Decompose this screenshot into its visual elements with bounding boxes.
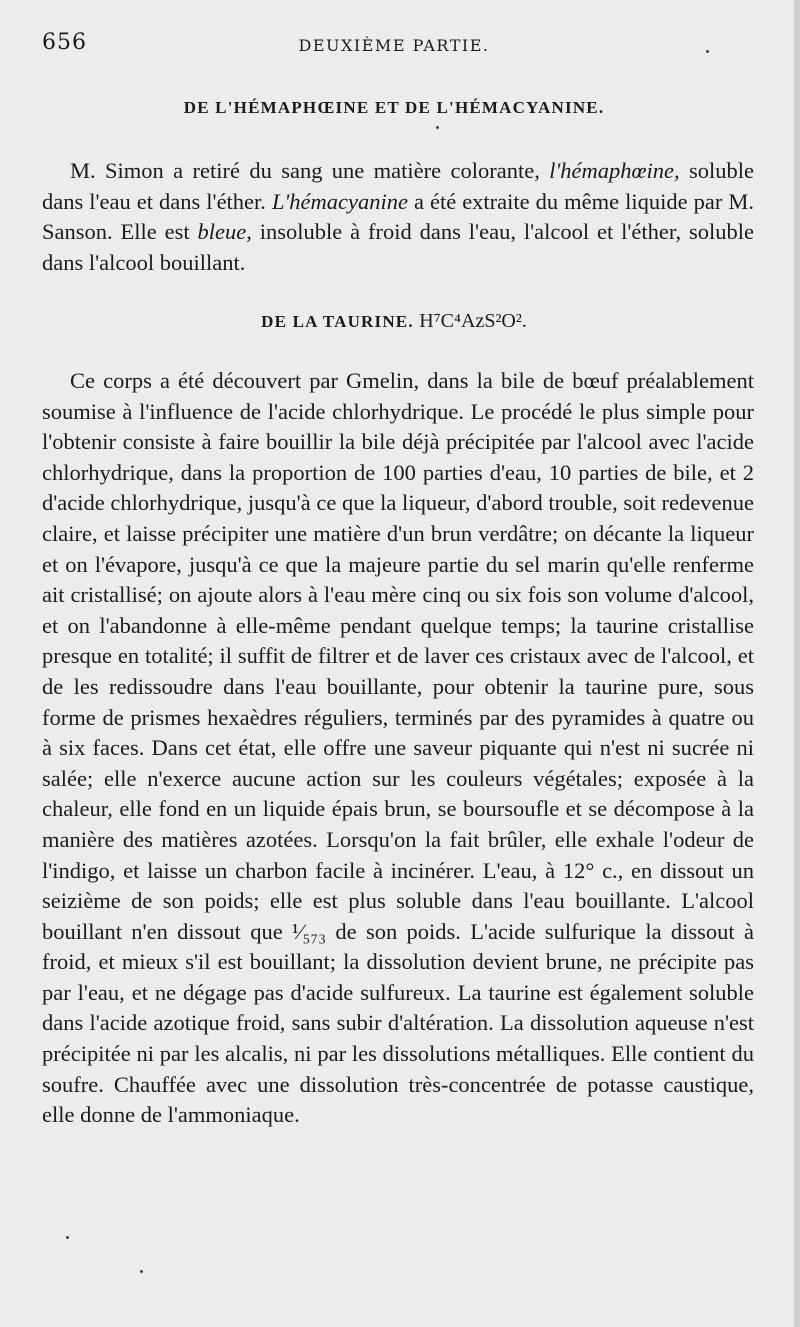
ink-speck [140, 1270, 143, 1273]
text-run: M. Simon a retiré du sang une matière colorante, [70, 158, 550, 183]
ink-speck [436, 126, 439, 129]
paragraph-taurine: Ce corps a été découvert par Gmelin, dans la bile de bœuf préalablement soumise à l'influence de l'acide chlorhydrique. Le procédé le plus simple pour l'obtenir consiste à faire bouillir la bile déjà précipitée par l'alcool avec l'acide chlorhydrique, dans la proportion de 100 parties d'eau, 10 parties de bile, et 2 d'acide chlorhydrique, jusqu'à ce que la liqueur, d'abord trouble, soit redevenue claire, et laisse précipiter une matière d'un brun verdâtre; on décante la liqueur et on l'évapore, jusqu'à ce que la majeure partie du sel marin qu'elle renferme ait cristallisé; on ajoute alors à l'eau mère cinq ou six fois son volume d'alcool, et on l'abandonne à elle-même pendant quelque temps; la taurine cristallise presque en totalité; il suffit de filtrer et de laver ces cristaux avec de l'alcool, et de les redissoudre dans l'eau bouillante, pour obtenir la taurine pure, sous forme de prismes hexaèdres réguliers, terminés par des pyramides à quatre ou à six faces. Dans cet état, elle offre une saveur piquante qui n'est ni sucrée ni salée; elle n'exerce aucune action sur les couleurs végétales; exposée à la chaleur, elle fond en un liquide épais brun, se boursoufle et se décompose à la manière des matières azotées. Lorsqu'on la fait brûler, elle exhale l'odeur de l'indigo, et laisse un charbon facile à incinérer. L'eau, à 12° c., en dissout un seizième de son poids; elle est plus soluble dans l'eau bouillante. L'alcool bouillant n'en dissout que ¹⁄₅₇₃ de son poids. L'acide sulfurique la dissout à froid, et mieux s'il est bouillant; la dissolution devient brune, ne précipite pas par l'eau, et ne dégage pas d'acide sulfureux. La taurine est également soluble dans l'acide azotique froid, sans subir d'altération. La dissolution aqueuse n'est précipitée ni par les alcalis, ni par les dissolutions métalliques. Elle contient du soufre. Chauffée avec une dissolution très-concentrée de potasse caustique, elle donne de l'ammoniaque. [42, 368, 754, 1128]
text-run: insoluble à froid dans l'eau, l'alcool et l'éther, soluble dans l'alcool bouillant. [42, 219, 754, 275]
ink-speck [66, 1236, 69, 1239]
running-title: DEUXIÈME PARTIE. [298, 36, 490, 55]
text-run: a été extraite du même liquide par M. Sanson. Elle est [42, 188, 754, 245]
paragraph-hemaphoeine [42, 156, 754, 278]
heading-text: DE LA TAURINE. [261, 312, 414, 331]
italic-term: L'hémacyanine [271, 188, 408, 214]
page-header [42, 30, 746, 60]
italic-term: l'hémaphœine, [549, 158, 680, 183]
page-number: 656 [42, 30, 87, 55]
ink-speck [706, 50, 709, 53]
text-run: soluble dans l'eau et dans l'éther. [42, 158, 754, 214]
italic-term: bleue, [197, 219, 252, 245]
chemical-formula: H⁷C⁴AzS²O². [419, 310, 527, 332]
section-heading-hemaphoeine: DE L'HÉMAPHŒINE ET DE L'HÉMACYANINE. [183, 98, 605, 117]
section-heading-taurine [42, 310, 746, 333]
